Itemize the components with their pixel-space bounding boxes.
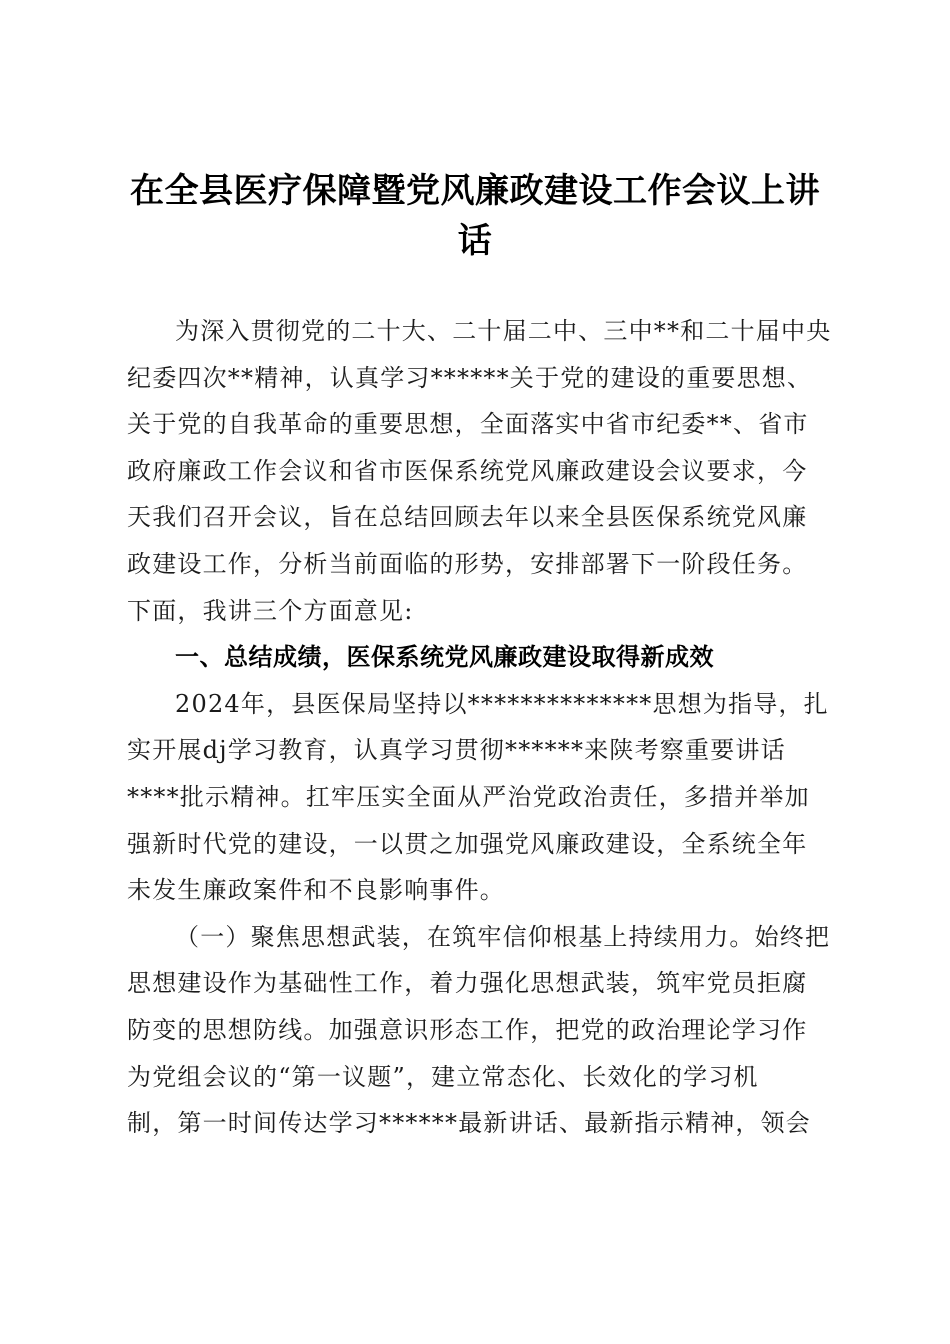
text-line: 政府廉政工作会议和省市医保系统党风廉政建设会议要求，今 [127,456,808,485]
text-line: 制，第一时间传达学习******最新讲话、最新指示精神，领会 [127,1109,811,1138]
text-line: 防变的思想防线。加强意识形态工作，把党的政治理论学习作 [127,1015,808,1044]
text-line: ****批示精神。扛牢压实全面从严治党政治责任，多措并举加 [127,782,810,811]
text-line: 2024年，县医保局坚持以**************思想为指导，扎 [175,689,829,718]
text-line: 未发生廉政案件和不良影响事件。 [127,876,505,905]
subsection-line: （一）聚焦思想武装，在筑牢信仰根基上持续用力。始终把 [175,922,831,951]
text-line: 为深入贯彻党的二十大、二十届二中、三中**和二十届中央 [175,317,832,345]
text-line: 关于党的自我革命的重要思想，全面落实中省市纪委**、省市 [127,410,809,439]
document-title [100,166,850,266]
section-heading: 一、总结成绩，医保系统党风廉政建设取得新成效 [175,643,714,672]
text-line: 实开展dj学习教育，认真学习贯彻******来陕考察重要讲话 [127,736,786,765]
text-line: 政建设工作，分析当前面临的形势，安排部署下一阶段任务。 [127,549,808,578]
document-body [127,308,832,1147]
text-line: 纪委四次**精神，认真学习******关于党的建设的重要思想、 [127,363,813,392]
text-line: 思想建设作为基础性工作，着力强化思想武装，筑牢党员拒腐 [127,969,808,998]
text-line: 天我们召开会议，旨在总结回顾去年以来全县医保系统党风廉 [127,503,808,532]
text-line: 强新时代党的建设，一以贯之加强党风廉政建设，全系统全年 [127,829,808,858]
text-line: 为党组会议的“第一议题”，建立常态化、长效化的学习机 [127,1062,759,1091]
title-line-1: 在全县医疗保障暨党风廉政建设工作会议上讲 [130,171,820,211]
title-line-2: 话 [457,221,493,261]
text-line: 下面，我讲三个方面意见: [127,596,414,625]
